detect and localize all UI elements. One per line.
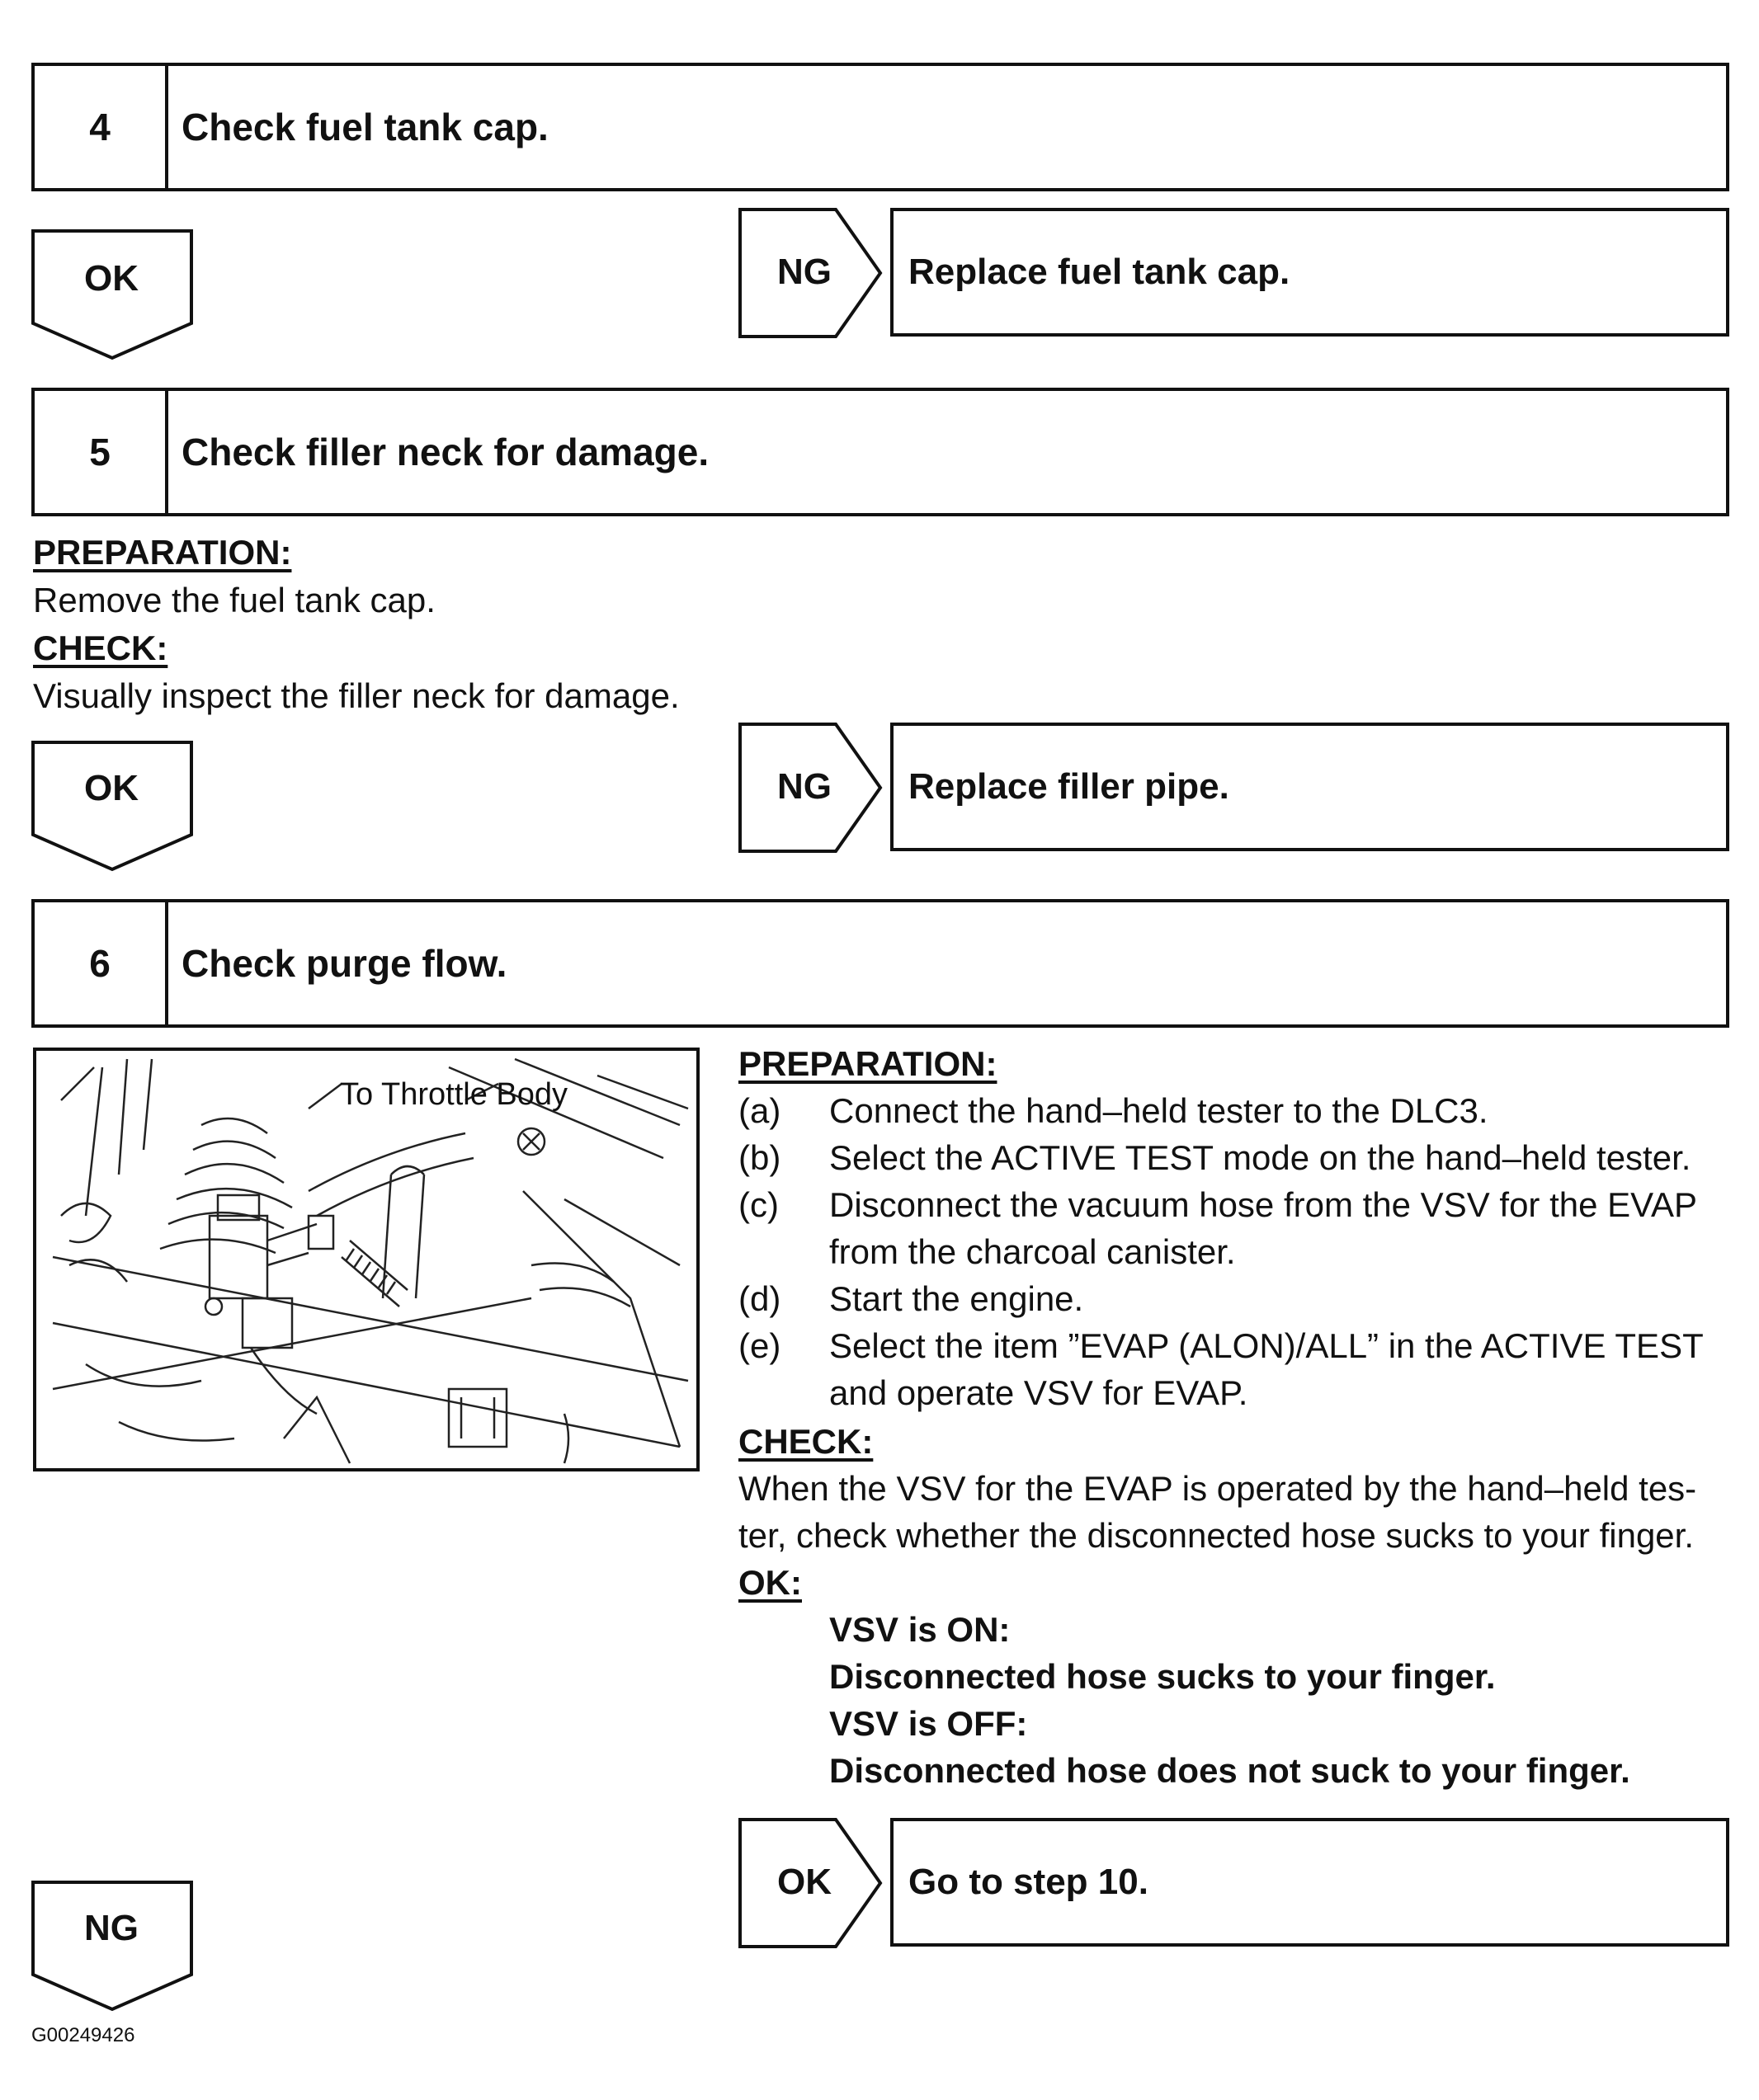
figure-caption: To Throttle Body — [340, 1077, 568, 1112]
step-label: (b) — [738, 1138, 781, 1177]
ng-label: NG — [84, 1908, 139, 1948]
step-title: Check fuel tank cap. — [182, 106, 549, 148]
step-number: 5 — [35, 391, 168, 513]
ok-label: OK — [777, 1862, 832, 1902]
ok-result-box: Go to step 10. — [890, 1818, 1729, 1947]
ok-label: OK — [84, 768, 139, 808]
step-title: Check filler neck for damage. — [182, 431, 710, 473]
ng-label: NG — [777, 766, 832, 807]
ng-result-box: Replace filler pipe. — [890, 723, 1729, 851]
step-label: (d) — [738, 1279, 781, 1318]
step-label: (c) — [738, 1185, 779, 1224]
engine-bay-illustration — [36, 1051, 696, 1468]
step-label: (a) — [738, 1091, 781, 1130]
ok-condition: Disconnected hose does not suck to your finger. — [829, 1751, 1630, 1790]
step-text: Connect the hand–held tester to the DLC3. — [829, 1091, 1488, 1130]
step-number: 4 — [35, 66, 168, 188]
ok-condition: VSV is OFF: — [829, 1704, 1028, 1743]
preparation-heading: PREPARATION: — [33, 533, 292, 572]
ok-label: OK — [84, 258, 139, 299]
ng-result-box: Replace fuel tank cap. — [890, 208, 1729, 337]
step-text: Select the ACTIVE TEST mode on the hand–held tester. — [829, 1138, 1691, 1177]
check-text: Visually inspect the filler neck for damage. — [33, 676, 680, 715]
engine-figure — [33, 1048, 700, 1471]
ok-heading: OK: — [738, 1563, 802, 1602]
step-title: Check purge flow. — [182, 942, 507, 985]
preparation-heading: PREPARATION: — [738, 1044, 997, 1083]
ok-condition: Disconnected hose sucks to your finger. — [829, 1657, 1496, 1696]
ok-condition: VSV is ON: — [829, 1610, 1011, 1649]
preparation-text: Remove the fuel tank cap. — [33, 581, 436, 619]
step-text: Disconnect the vacuum hose from the VSV for the EVAP — [829, 1185, 1698, 1224]
step-number: 6 — [35, 902, 168, 1024]
step-text: and operate VSV for EVAP. — [829, 1373, 1248, 1412]
check-text: ter, check whether the disconnected hose sucks to your finger. — [738, 1516, 1694, 1555]
step-text: Select the item ”EVAP (ALON)/ALL” in the ACTIVE TEST — [829, 1326, 1704, 1365]
step-4-header — [31, 63, 1729, 191]
check-heading: CHECK: — [738, 1422, 874, 1461]
step-label: (e) — [738, 1326, 781, 1365]
ng-label: NG — [777, 252, 832, 292]
step-text: from the charcoal canister. — [829, 1232, 1236, 1271]
step-text: Start the engine. — [829, 1279, 1084, 1318]
check-text: When the VSV for the EVAP is operated by the hand–held tes- — [738, 1469, 1697, 1508]
step-5-header — [31, 388, 1729, 516]
figure-id: G00249426 — [31, 2024, 135, 2046]
check-heading: CHECK: — [33, 629, 168, 667]
step-6-header — [31, 899, 1729, 1028]
